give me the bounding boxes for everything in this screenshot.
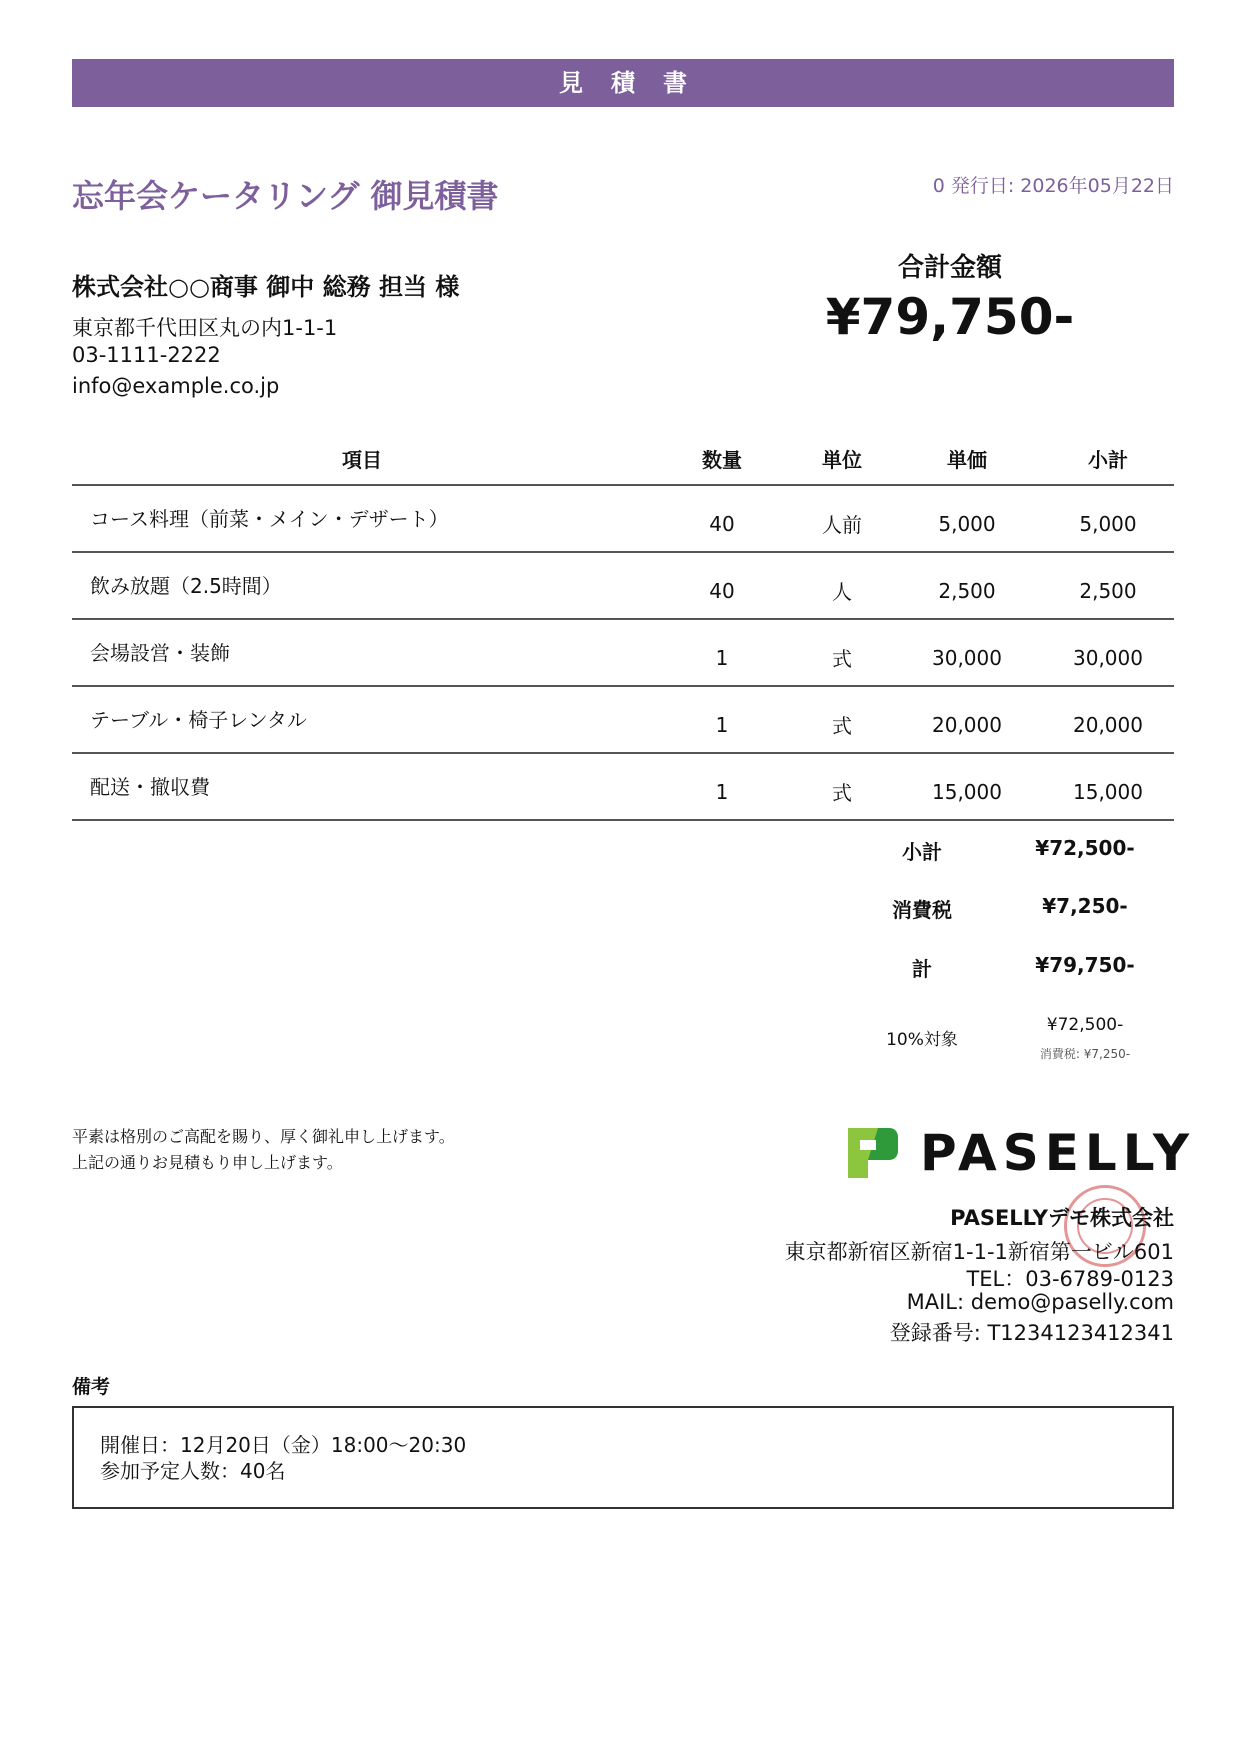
item-unit: 式	[832, 714, 852, 738]
item-name: 会場設営・装飾	[90, 641, 230, 665]
item-name: 配送・撤収費	[90, 775, 210, 799]
greeting-line: 平素は格別のご高配を賜り、厚く御礼申し上げます。	[72, 1127, 455, 1146]
notes-label: 備考	[72, 1376, 111, 1398]
header-unit-price: 単価	[947, 447, 987, 472]
item-subtotal: 2,500	[1079, 578, 1137, 603]
issuer-tel: TEL：03-6789-0123	[966, 1267, 1174, 1291]
item-quantity: 1	[715, 779, 729, 804]
logo-wordmark: PASELLY	[920, 1124, 1196, 1182]
issue-date: 0 発行日: 2026年05月22日	[932, 175, 1174, 197]
item-unit-price: 2,500	[938, 578, 996, 603]
issuer-name: PASELLYデモ株式会社	[950, 1206, 1174, 1230]
tax-label: 消費税	[892, 898, 952, 922]
document-title: 忘年会ケータリング 御見積書	[72, 177, 499, 215]
item-unit: 式	[832, 647, 852, 671]
item-unit-price: 30,000	[932, 645, 1002, 670]
item-quantity: 40	[709, 511, 735, 536]
total-amount-label: 合計金額	[897, 253, 1002, 283]
client-address: 東京都千代田区丸の内1-1-1	[72, 316, 338, 340]
issuer-registration: 登録番号: T1234123412341	[889, 1321, 1174, 1345]
tax-target-tax: 消費税: ¥7,250-	[1039, 1047, 1131, 1061]
issuer-mail: MAIL: demo@paselly.com	[906, 1290, 1174, 1314]
item-name: 飲み放題（2.5時間）	[90, 574, 282, 598]
paselly-mark-icon	[842, 1122, 902, 1184]
item-quantity: 40	[709, 578, 735, 603]
table-row	[72, 486, 1174, 553]
item-unit: 人	[832, 580, 852, 604]
item-subtotal: 5,000	[1079, 511, 1137, 536]
company-logo	[842, 1122, 1196, 1184]
total-amount-value: ¥79,750-	[825, 288, 1075, 346]
table-row	[72, 754, 1174, 821]
tax-target-label: 10%対象	[886, 1030, 958, 1050]
client-name: 株式会社○○商事 御中 総務 担当 様	[72, 273, 460, 301]
header-item: 項目	[342, 447, 382, 472]
item-unit: 人前	[822, 513, 862, 537]
item-quantity: 1	[715, 712, 729, 737]
grand-total-label: 計	[912, 957, 932, 981]
item-unit-price: 20,000	[932, 712, 1002, 737]
note-line: 開催日：12月20日（金）18:00〜20:30	[100, 1433, 467, 1457]
header-unit: 単位	[822, 447, 862, 472]
subtotal-value: ¥72,500-	[1035, 836, 1135, 860]
header-quantity: 数量	[702, 447, 742, 472]
note-line: 参加予定人数：40名	[100, 1459, 286, 1483]
issuer-address: 東京都新宿区新宿1-1-1新宿第一ビル601	[784, 1240, 1174, 1264]
item-quantity: 1	[715, 645, 729, 670]
item-subtotal: 30,000	[1073, 645, 1143, 670]
item-name: コース料理（前菜・メイン・デザート）	[90, 507, 449, 531]
item-unit-price: 5,000	[938, 511, 996, 536]
table-row	[72, 553, 1174, 620]
table-header-row	[72, 432, 1174, 486]
document-type-banner: 見積書	[72, 59, 1174, 107]
item-unit: 式	[832, 781, 852, 805]
items-table	[72, 432, 1174, 821]
greeting-line: 上記の通りお見積もり申し上げます。	[72, 1153, 343, 1172]
item-subtotal: 15,000	[1073, 779, 1143, 804]
item-subtotal: 20,000	[1073, 712, 1143, 737]
client-phone: 03-1111-2222	[72, 343, 221, 367]
tax-value: ¥7,250-	[1042, 894, 1128, 918]
grand-total-value: ¥79,750-	[1035, 953, 1135, 977]
client-email: info@example.co.jp	[72, 374, 280, 398]
table-row	[72, 687, 1174, 754]
header-subtotal: 小計	[1088, 447, 1128, 472]
subtotal-label: 小計	[902, 840, 942, 864]
item-name: テーブル・椅子レンタル	[90, 708, 307, 732]
tax-target-amount: ¥72,500-	[1046, 1015, 1124, 1035]
notes-box	[72, 1406, 1174, 1509]
item-unit-price: 15,000	[932, 779, 1002, 804]
table-row	[72, 620, 1174, 687]
